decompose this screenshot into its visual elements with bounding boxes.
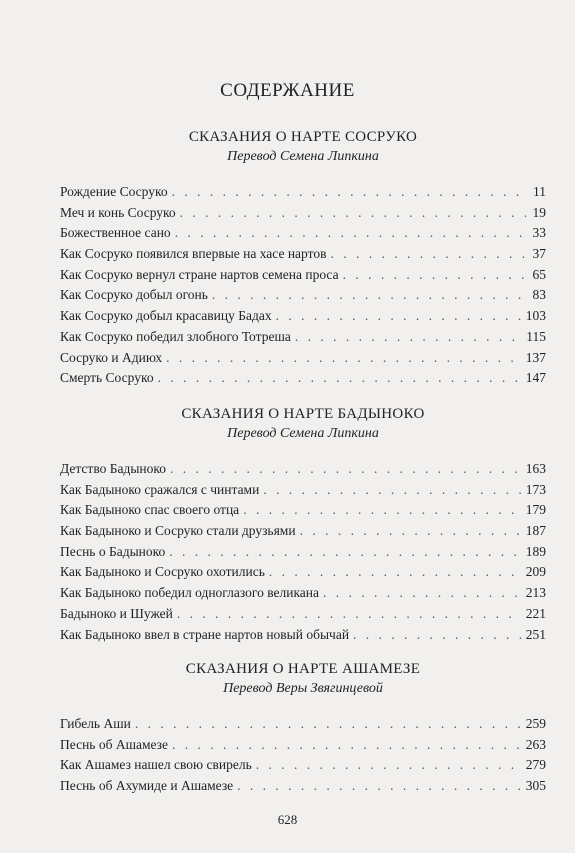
toc-entry [60,500,546,521]
toc-entry [60,562,546,583]
toc-entry [60,755,546,776]
toc-entry-title: Как Сосруко добыл огонь [60,287,208,303]
toc-entry-page: 37 [532,246,546,262]
toc-entry [60,776,546,797]
toc-entry-page: 263 [525,736,546,752]
toc-entry-title: Как Сосруко появился впервые на хасе нартов [60,246,327,262]
dot-leader [177,604,522,625]
toc-entry-title: Песнь о Бадыноко [60,543,166,559]
section-translator: Перевод Семена Липкина [227,426,379,441]
dot-leader [295,327,522,348]
dot-leader [158,368,522,389]
toc-entry [60,714,546,735]
toc-entry [60,459,546,480]
toc-entry-page: 83 [532,287,546,303]
toc-entry-page: 187 [525,523,546,539]
toc-entry-page: 65 [532,266,546,282]
dot-leader [330,244,526,265]
toc-entry-page: 209 [525,564,546,580]
dot-leader [256,755,522,776]
toc-entry-page: 19 [532,204,546,220]
toc-entry [60,480,546,501]
toc-section-ashamez [60,660,546,797]
toc-entry-list [60,714,546,797]
toc-entry [60,604,546,625]
dot-leader [353,625,522,646]
toc-entry [60,306,546,327]
dot-leader [175,223,526,244]
dot-leader [169,542,522,563]
toc-entry-page: 137 [525,349,546,365]
toc-entry [60,542,546,563]
toc-entry-title: Сосруко и Адиюх [60,349,163,365]
page-number: 628 [277,812,298,827]
dot-leader [180,203,526,224]
toc-entry [60,583,546,604]
toc-entry [60,327,546,348]
toc-section-badynoko [60,405,546,645]
dot-leader [323,583,522,604]
toc-entry-page: 259 [525,716,546,731]
toc-entry-title: Бадыноко и Шужей [60,605,173,621]
toc-entry-title: Как Бадыноко и Сосруко охотились [60,564,265,580]
toc-entry [60,182,546,203]
dot-leader [237,776,522,797]
toc-entry-title: Рождение Сосруко [60,184,168,199]
dot-leader [243,500,522,521]
dot-leader [135,714,522,735]
dot-leader [300,521,522,542]
toc-entry-title: Как Сосруко вернул стране нартов семена проса [60,266,339,282]
toc-entry [60,521,546,542]
section-title: СКАЗАНИЯ О НАРТЕ СОСРУКО [188,129,418,145]
toc-entry-page: 115 [526,328,546,344]
toc-entry-title: Божественное сано [60,225,171,241]
toc-entry-title: Как Сосруко победил злобного Тотреша [60,328,291,344]
section-translator: Перевод Веры Звягинцевой [223,681,383,696]
toc-entry-list [60,182,546,389]
toc-entry-page: 279 [525,757,546,773]
toc-entry-title: Как Бадыноко сражался с чинтами [60,481,260,497]
dot-leader [343,265,526,286]
dot-leader [172,735,522,756]
toc-entry [60,203,546,224]
toc-entry [60,348,546,369]
dot-leader [276,306,522,327]
toc-entry [60,285,546,306]
toc-entry-page: 305 [525,778,546,794]
toc-entry-title: Как Ашамез нашел свою свирель [60,757,252,773]
toc-entry-title: Как Бадыноко ввел в стране нартов новый обычай [60,626,350,642]
toc-entry-title: Смерть Сосруко [60,370,154,386]
dot-leader [166,348,522,369]
toc-entry-title: Как Бадыноко победил одноглазого великана [60,585,320,601]
section-title: СКАЗАНИЯ О НАРТЕ БАДЫНОКО [181,406,425,422]
dot-leader [269,562,522,583]
toc-entry-title: Как Сосруко добыл красавицу Бадах [60,308,272,324]
toc-entry-page: 33 [532,225,546,241]
toc-entry-page: 221 [525,605,546,621]
toc-entry-title: Как Бадыноко спас своего отца [60,502,240,518]
toc-entry-title: Песнь об Ашамезе [60,736,168,752]
toc-entry [60,625,546,646]
toc-entry [60,735,546,756]
toc-entry-title: Меч и конь Сосруко [60,204,176,220]
section-translator: Перевод Семена Липкина [227,149,379,164]
toc-section-sosruko [60,128,546,389]
toc-entry-page: 213 [525,585,546,601]
toc-entry-list [60,459,546,645]
toc-entry-title: Песнь об Ахумиде и Ашамезе [60,778,234,794]
toc-entry-page: 179 [525,502,546,518]
page-title: СОДЕРЖАНИЕ [220,80,355,101]
toc-entry [60,244,546,265]
toc-entry-page: 163 [525,461,546,476]
dot-leader [170,459,522,480]
toc-entry-page: 11 [533,184,546,199]
dot-leader [172,182,526,203]
toc-entry-title: Гибель Аши [60,716,131,731]
dot-leader [263,480,521,501]
section-title: СКАЗАНИЯ О НАРТЕ АШАМЕЗЕ [185,661,421,677]
toc-entry-page: 189 [525,543,546,559]
toc-entry-page: 103 [525,308,546,324]
toc-entry [60,368,546,389]
toc-entry-title: Детство Бадыноко [60,461,167,476]
toc-entry-page: 173 [525,481,546,497]
toc-entry-page: 251 [525,626,546,642]
dot-leader [212,285,526,306]
toc-entry [60,265,546,286]
toc-entry-title: Как Бадыноко и Сосруко стали друзьями [60,523,296,539]
toc-entry [60,223,546,244]
toc-entry-page: 147 [525,370,546,386]
